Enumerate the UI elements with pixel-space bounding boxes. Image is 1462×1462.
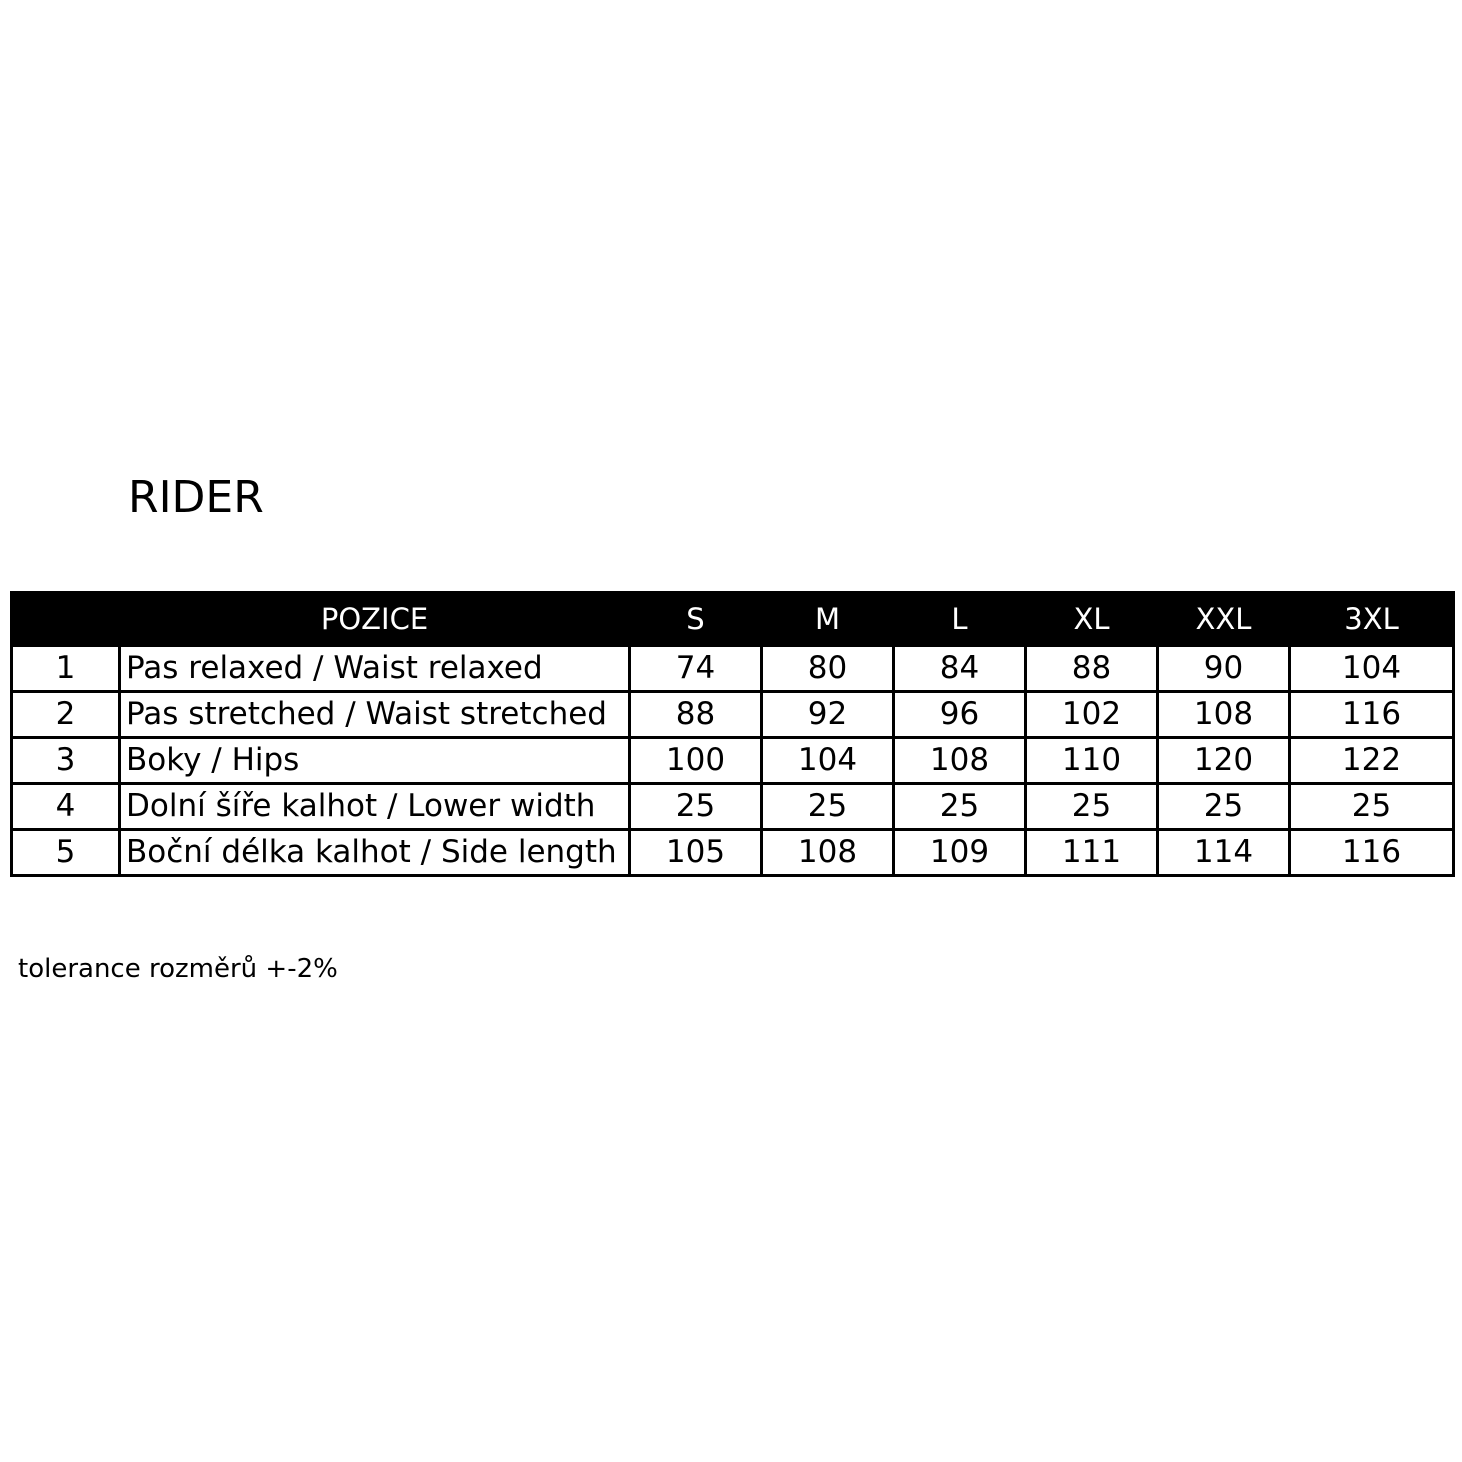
header-number — [12, 593, 120, 646]
cell-value: 25 — [1290, 784, 1454, 830]
table-row — [12, 692, 1454, 738]
row-position: Pas relaxed / Waist relaxed — [120, 646, 630, 692]
cell-value: 96 — [894, 692, 1026, 738]
row-number: 3 — [12, 738, 120, 784]
cell-value: 102 — [1026, 692, 1158, 738]
cell-value: 25 — [894, 784, 1026, 830]
header-size-3xl: 3XL — [1290, 593, 1454, 646]
cell-value: 105 — [630, 830, 762, 876]
cell-value: 120 — [1158, 738, 1290, 784]
cell-value: 25 — [762, 784, 894, 830]
cell-value: 90 — [1158, 646, 1290, 692]
table-row — [12, 784, 1454, 830]
cell-value: 109 — [894, 830, 1026, 876]
cell-value: 104 — [1290, 646, 1454, 692]
header-size-s: S — [630, 593, 762, 646]
table-header-row — [12, 593, 1454, 646]
cell-value: 80 — [762, 646, 894, 692]
row-number: 1 — [12, 646, 120, 692]
cell-value: 116 — [1290, 692, 1454, 738]
row-position: Dolní šíře kalhot / Lower width — [120, 784, 630, 830]
cell-value: 114 — [1158, 830, 1290, 876]
cell-value: 122 — [1290, 738, 1454, 784]
cell-value: 84 — [894, 646, 1026, 692]
size-table — [10, 591, 1455, 877]
row-number: 4 — [12, 784, 120, 830]
cell-value: 25 — [1158, 784, 1290, 830]
table-row — [12, 646, 1454, 692]
cell-value: 88 — [1026, 646, 1158, 692]
header-position: POZICE — [120, 593, 630, 646]
header-size-l: L — [894, 593, 1026, 646]
cell-value: 88 — [630, 692, 762, 738]
header-size-m: M — [762, 593, 894, 646]
row-number: 5 — [12, 830, 120, 876]
row-number: 2 — [12, 692, 120, 738]
header-size-xxl: XXL — [1158, 593, 1290, 646]
row-position: Boční délka kalhot / Side length — [120, 830, 630, 876]
cell-value: 110 — [1026, 738, 1158, 784]
header-size-xl: XL — [1026, 593, 1158, 646]
cell-value: 25 — [630, 784, 762, 830]
table-row — [12, 738, 1454, 784]
row-position: Boky / Hips — [120, 738, 630, 784]
page-title: RIDER — [128, 472, 264, 523]
cell-value: 74 — [630, 646, 762, 692]
cell-value: 108 — [762, 830, 894, 876]
tolerance-note: tolerance rozměrů +-2% — [18, 954, 338, 984]
cell-value: 100 — [630, 738, 762, 784]
cell-value: 104 — [762, 738, 894, 784]
cell-value: 25 — [1026, 784, 1158, 830]
cell-value: 92 — [762, 692, 894, 738]
row-position: Pas stretched / Waist stretched — [120, 692, 630, 738]
cell-value: 116 — [1290, 830, 1454, 876]
table-row — [12, 830, 1454, 876]
cell-value: 111 — [1026, 830, 1158, 876]
cell-value: 108 — [894, 738, 1026, 784]
cell-value: 108 — [1158, 692, 1290, 738]
